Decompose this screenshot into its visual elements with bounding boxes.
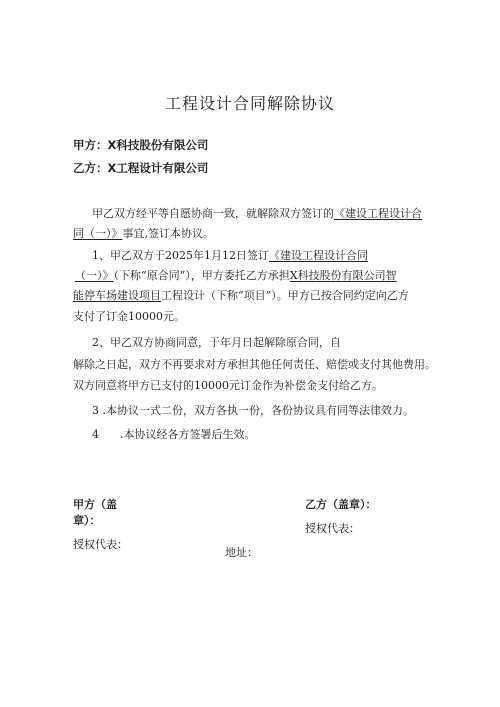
clause-1-company-ref: X科技股份有限公司智 bbox=[289, 269, 397, 282]
clause-2-line-1: 2、甲乙双方协商同意，于年月日起解除原合同，自 bbox=[92, 336, 341, 349]
clause-1-line-4: 支付了订金10000元。 bbox=[73, 310, 185, 323]
clause-1-line-2 bbox=[75, 269, 397, 283]
clause-2-line-3: 双方同意将甲方已支付的10000元订金作为补偿金支付给乙方。 bbox=[73, 379, 383, 392]
clause-2-line-2: 解除之日起，双方不再要求对方承担其他任何责任、赔偿或支付其他费用。 bbox=[73, 358, 436, 371]
clause-1-line-1 bbox=[92, 249, 368, 263]
clause-1-contract-ref: 《建设工程设计合同 bbox=[269, 249, 368, 262]
party-a-seal-label-cont: 章）： bbox=[73, 514, 101, 527]
address-label: 地址： bbox=[225, 546, 258, 559]
clause-4-text: .本协议经各方签署后生效。 bbox=[120, 428, 256, 441]
clause-1-text-mid: （下称“原合同”），甲方委托乙方承担 bbox=[113, 269, 290, 282]
clause-1-text: 1、甲乙双方于2025年1月12日签订 bbox=[92, 249, 269, 262]
party-b-representative: 授权代表： bbox=[305, 522, 360, 535]
clause-4-number: 4 bbox=[92, 428, 99, 441]
document-title: 工程设计合同解除协议 bbox=[164, 94, 335, 113]
party-b-name: 乙方：X工程设计有限公司 bbox=[73, 161, 209, 175]
intro-line-1 bbox=[92, 207, 422, 221]
party-a-representative: 授权代表： bbox=[73, 538, 128, 551]
clause-3: 3 .本协议一式二份，双方各执一份，各份协议具有同等法律效力。 bbox=[92, 404, 414, 417]
intro-text: 甲乙双方经平等自愿协商一致，就解除双方签订的 bbox=[92, 207, 334, 220]
clause-1-contract-ref-cont: （一）》 bbox=[75, 269, 114, 282]
contract-reference: 《建设工程设计合 bbox=[334, 207, 422, 220]
clause-1-line-3 bbox=[73, 289, 409, 303]
intro-line-2 bbox=[73, 227, 214, 241]
party-a-seal-label: 甲方（盖 bbox=[73, 498, 117, 511]
clause-1-project-ref: 能停车场建设项目 bbox=[73, 289, 161, 302]
contract-reference-cont: 同（一）》 bbox=[73, 227, 123, 240]
clause-1-text-end: 工程设计（下称“项目”）。甲方已按合同约定向乙方 bbox=[161, 289, 409, 302]
party-b-seal-label: 乙方（盖章）： bbox=[305, 498, 377, 511]
intro-text-end: 事宜,签订本协议。 bbox=[122, 227, 214, 240]
party-a-name: 甲方：X科技股份有限公司 bbox=[73, 138, 209, 152]
